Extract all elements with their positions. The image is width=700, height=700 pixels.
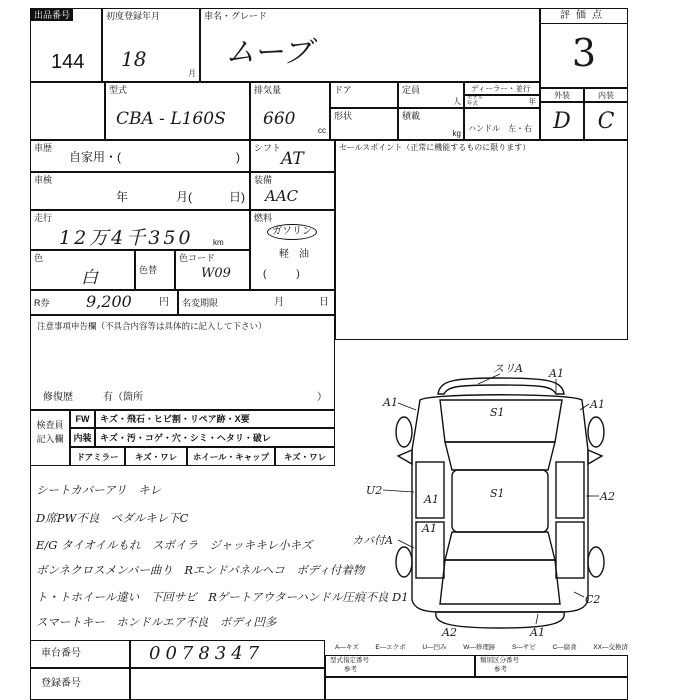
damage-label: A2 bbox=[442, 626, 457, 639]
blank-cell bbox=[30, 82, 105, 140]
right-rear-wheel bbox=[588, 547, 604, 577]
damage-label: U2 bbox=[366, 484, 383, 497]
shape-cell bbox=[330, 108, 398, 140]
color-code-cell bbox=[175, 250, 250, 290]
damage-label: S1 bbox=[490, 406, 505, 419]
damage-label: A2 bbox=[600, 490, 615, 503]
name-change-day-unit: 日 bbox=[319, 297, 329, 308]
dealer-cell bbox=[464, 82, 540, 95]
first-registration-month-unit: 月 bbox=[188, 69, 196, 78]
wheel-item-cell bbox=[187, 447, 275, 466]
note-line: シートカバーアリ キレ bbox=[36, 483, 162, 497]
shift-cell bbox=[250, 140, 335, 172]
hood-panel bbox=[440, 400, 562, 442]
fw-options: キズ・飛石・ヒビ割・リペア跡・X要 bbox=[100, 414, 250, 424]
fuel-cell bbox=[250, 210, 335, 290]
shift-label: シフト bbox=[254, 143, 282, 153]
note-line: ト・トホイール違い 下回サビ Rゲートアウターハンドル圧痕不良 D1 bbox=[36, 590, 409, 604]
interior-value: C bbox=[597, 109, 615, 134]
first-registration-year: 18 bbox=[121, 47, 147, 71]
capacity-unit: 人 bbox=[453, 97, 461, 106]
recycle-label: R券 bbox=[34, 298, 50, 308]
left-rear-door bbox=[416, 522, 444, 578]
history-close: ) bbox=[236, 150, 240, 164]
repair-history-close: ） bbox=[317, 392, 327, 403]
model-year-cell bbox=[464, 95, 540, 108]
interior-item-cell bbox=[70, 428, 95, 447]
grade-value: 3 bbox=[571, 31, 597, 75]
sales-point-cell bbox=[335, 140, 628, 340]
left-front-wheel bbox=[396, 417, 412, 447]
model-label: 型式 bbox=[109, 85, 128, 95]
interior-item: 内装 bbox=[73, 433, 92, 443]
sales-point-label: セールスポイント（正常に機能するものに限ります） bbox=[339, 143, 531, 152]
color-label: 色 bbox=[34, 253, 44, 263]
history-cell bbox=[30, 140, 250, 172]
legend-item: S—サビ bbox=[511, 644, 536, 651]
car-name-value: ムーブ bbox=[225, 35, 312, 70]
color-change-label: 色替 bbox=[139, 265, 158, 275]
note-line: E/G タイオイルもれ スポイラ ジャッキキレ小キズ bbox=[36, 538, 313, 552]
first-registration-label: 初度登録年月 bbox=[106, 11, 161, 21]
leader-line bbox=[398, 403, 416, 410]
chassis-value-cell bbox=[130, 640, 325, 668]
exterior-value: D bbox=[553, 109, 571, 134]
leader-line bbox=[398, 540, 414, 548]
handwritten-notes-border bbox=[30, 466, 31, 640]
displacement-label: 排気量 bbox=[254, 85, 282, 95]
classification-ref: 参考 bbox=[494, 666, 507, 673]
mirror-options-cell bbox=[125, 447, 187, 466]
inspection-cell bbox=[30, 172, 250, 210]
rear-window bbox=[445, 532, 555, 560]
model-cell bbox=[105, 82, 250, 140]
color-change-cell bbox=[135, 250, 175, 290]
right-front-door bbox=[556, 462, 584, 518]
color-cell bbox=[30, 250, 135, 290]
registration-label-cell bbox=[30, 668, 130, 700]
notes-label: 注意事項申告欄（不具合内容等は具体的に記入して下さい） bbox=[37, 321, 267, 331]
mirror-options: キズ・ワレ bbox=[134, 452, 178, 462]
model-value: CBA - L160S bbox=[116, 109, 226, 129]
wheel-item: ホイール・キャップ bbox=[192, 452, 270, 462]
name-change-month-unit: 月 bbox=[274, 297, 284, 308]
legend-item: XX—交換済 bbox=[593, 644, 628, 651]
right-rear-door bbox=[556, 522, 584, 578]
chassis-label: 車台番号 bbox=[41, 648, 81, 659]
grade-label: 評価点 bbox=[560, 10, 608, 21]
damage-label: A1 bbox=[530, 626, 545, 639]
fw-item: FW bbox=[75, 414, 90, 424]
damage-label: S1 bbox=[490, 487, 505, 500]
model-year-label-bottom: 年式 bbox=[467, 100, 479, 107]
leader-line bbox=[478, 374, 500, 384]
leader-line bbox=[574, 592, 584, 597]
lot-number-cell bbox=[30, 8, 102, 82]
inspector-label-cell bbox=[30, 410, 70, 466]
damage-label: A1 bbox=[383, 396, 398, 409]
inspection-month-unit: 月( bbox=[176, 190, 192, 204]
rear-bumper bbox=[436, 612, 564, 628]
front-bumper bbox=[438, 378, 564, 394]
inspector-label-bottom: 記入欄 bbox=[36, 434, 64, 444]
leader-line bbox=[580, 404, 589, 410]
legend-item: U—凹み bbox=[422, 644, 447, 651]
interior-options-cell bbox=[95, 428, 335, 447]
right-mirror bbox=[588, 450, 602, 464]
name-change-cell bbox=[178, 290, 335, 315]
damage-label: A1 bbox=[590, 398, 605, 411]
leader-line bbox=[383, 490, 414, 492]
fuel-label: 燃料 bbox=[254, 213, 273, 223]
mirror-item-cell bbox=[70, 447, 125, 466]
note-line: スマートキー ホンドルエア不良 ボディ凹多 bbox=[36, 615, 277, 629]
shift-value: AT bbox=[281, 149, 304, 169]
left-front-door bbox=[416, 462, 444, 518]
mileage-label: 走行 bbox=[34, 213, 53, 223]
damage-label: A1 bbox=[422, 522, 437, 535]
interior-label: 内装 bbox=[598, 91, 614, 100]
exterior-label-cell bbox=[540, 88, 584, 102]
inspection-year-unit: 年 bbox=[116, 190, 129, 204]
dealer-label: ディーラー・並行 bbox=[471, 84, 531, 93]
mileage-unit: km bbox=[213, 238, 224, 247]
repair-history-label: 修復歴 bbox=[43, 392, 73, 403]
equipment-label: 装備 bbox=[254, 175, 273, 185]
inspector-label-top: 検査員 bbox=[36, 420, 64, 430]
door-label: ドア bbox=[334, 85, 352, 95]
name-change-label: 名変期限 bbox=[182, 298, 219, 308]
first-registration-cell bbox=[102, 8, 200, 82]
door-cell bbox=[330, 82, 398, 108]
notes-cell bbox=[30, 315, 335, 410]
color-value: 白 bbox=[81, 268, 98, 288]
equipment-value: AAC bbox=[265, 187, 299, 205]
car-name-cell bbox=[200, 8, 540, 82]
damage-label: A1 bbox=[424, 493, 439, 506]
load-unit: kg bbox=[452, 129, 461, 138]
inspection-day-unit: 日) bbox=[229, 190, 245, 204]
displacement-unit: cc bbox=[318, 126, 326, 135]
leader-line bbox=[536, 614, 538, 624]
legend-item: C—腐食 bbox=[552, 644, 577, 651]
legend-item: E—エクボ bbox=[375, 644, 406, 651]
exterior-value-cell bbox=[540, 102, 584, 140]
damage-label: カバ付A bbox=[352, 534, 393, 547]
handle-label: ハンドル 左・右 bbox=[468, 124, 532, 133]
displacement-value: 660 bbox=[263, 109, 296, 129]
wheel-options: キズ・ワレ bbox=[283, 452, 327, 462]
type-designation-ref: 参考 bbox=[344, 666, 357, 673]
registration-label: 登録番号 bbox=[41, 678, 81, 689]
fuel-other: ( ) bbox=[263, 269, 300, 280]
interior-value-cell bbox=[584, 102, 628, 140]
type-designation-cell bbox=[325, 655, 475, 677]
mileage-cell bbox=[30, 210, 250, 250]
history-label: 車歴 bbox=[34, 143, 53, 153]
damage-label: A1 bbox=[549, 367, 564, 380]
rear-hatch bbox=[440, 560, 560, 604]
mirror-item: ドアミラー bbox=[76, 452, 119, 462]
roof-panel bbox=[452, 470, 548, 532]
grade-header bbox=[541, 9, 627, 24]
wheel-options-cell bbox=[275, 447, 335, 466]
windshield bbox=[445, 442, 555, 470]
fuel-diesel: 軽油 bbox=[279, 249, 319, 260]
load-label: 積載 bbox=[402, 111, 421, 121]
note-line: D席PW不良 ペダルキレ下C bbox=[36, 511, 189, 525]
legend-item: A—キズ bbox=[335, 644, 359, 651]
classification-cell bbox=[475, 655, 628, 677]
interior-options: キズ・汚・コゲ・穴・シミ・ヘタリ・破レ bbox=[100, 433, 271, 443]
capacity-cell bbox=[398, 82, 464, 108]
handle-cell bbox=[464, 108, 540, 140]
model-year-label-top: モデル bbox=[467, 95, 484, 101]
damage-label: スリA bbox=[493, 362, 523, 375]
interior-label-cell bbox=[584, 88, 628, 102]
recycle-cell bbox=[30, 290, 178, 315]
left-mirror bbox=[398, 450, 412, 464]
car-name-label: 車名・グレード bbox=[204, 11, 268, 21]
lot-number-value: 144 bbox=[51, 51, 85, 73]
recycle-value: 9,200 bbox=[86, 292, 132, 311]
damage-label: C2 bbox=[585, 593, 601, 606]
displacement-cell bbox=[250, 82, 330, 140]
registration-value-cell bbox=[130, 668, 325, 700]
color-code-label: 色コード bbox=[179, 253, 216, 263]
chassis-label-cell bbox=[30, 640, 130, 668]
equipment-cell bbox=[250, 172, 335, 210]
chassis-value: 0078347 bbox=[149, 643, 265, 664]
right-front-wheel bbox=[588, 417, 604, 447]
note-line: ボンネクロスメンバー曲り Rエンドパネルヘコ ボディ付着物 bbox=[36, 563, 365, 577]
shape-label: 形状 bbox=[334, 111, 353, 121]
classification-label: 類別区分番号 bbox=[480, 657, 519, 664]
type-designation-label: 型式指定番号 bbox=[330, 657, 369, 664]
load-cell bbox=[398, 108, 464, 140]
lot-number-label: 出品番号 bbox=[31, 9, 73, 21]
fw-item-cell bbox=[70, 410, 95, 428]
mileage-value: 12万4千350 bbox=[59, 227, 194, 249]
color-code-value: W09 bbox=[201, 266, 231, 281]
inspection-label: 車検 bbox=[34, 175, 53, 185]
history-value: 自家用・( bbox=[69, 150, 121, 164]
car-body-outline bbox=[412, 395, 588, 612]
recycle-unit: 円 bbox=[159, 297, 169, 308]
grade-cell bbox=[540, 8, 628, 88]
repair-history-value: 有（箇所 bbox=[103, 392, 143, 403]
exterior-label: 外装 bbox=[554, 91, 570, 100]
model-year-unit: 年 bbox=[528, 97, 536, 106]
left-rear-wheel bbox=[396, 547, 412, 577]
bottom-extra-cell bbox=[325, 677, 628, 700]
capacity-label: 定員 bbox=[402, 85, 421, 95]
fuel-gasoline: ガソリン bbox=[267, 224, 317, 240]
damage-legend bbox=[335, 642, 628, 653]
legend-item: W—修理跡 bbox=[463, 644, 496, 651]
fw-options-cell bbox=[95, 410, 335, 428]
